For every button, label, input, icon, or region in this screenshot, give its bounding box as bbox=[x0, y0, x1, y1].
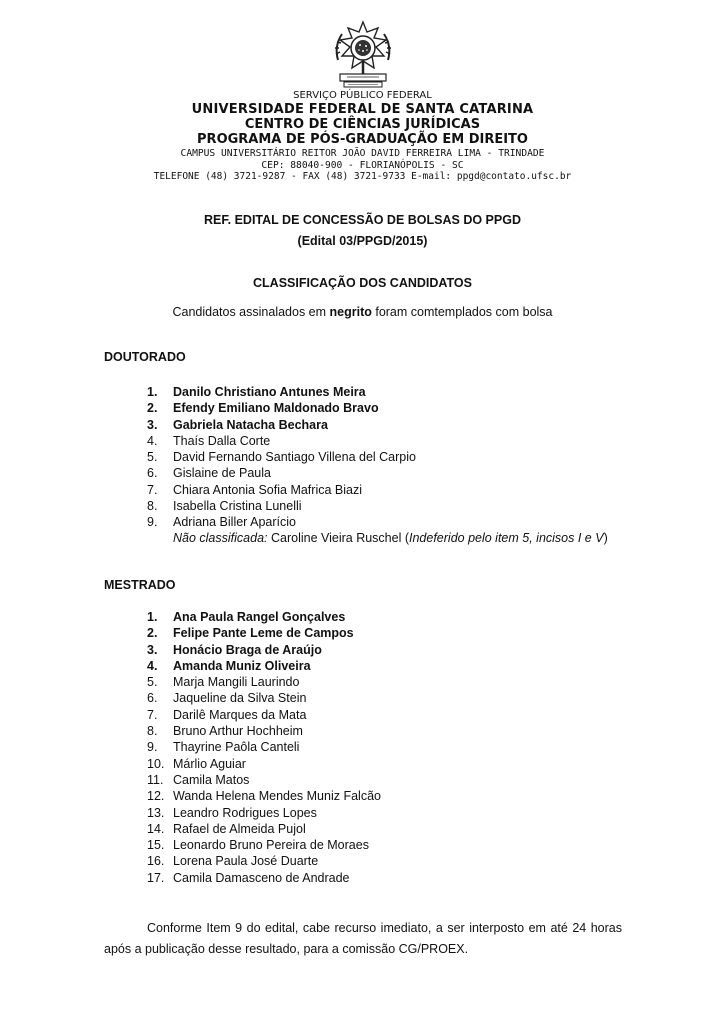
candidate-name: Leonardo Bruno Pereira de Moraes bbox=[173, 838, 369, 853]
doutorado-candidate-list bbox=[147, 384, 416, 531]
coat-of-arms-icon bbox=[330, 20, 396, 90]
candidate-list-item bbox=[147, 433, 416, 449]
candidate-list-item bbox=[147, 674, 381, 690]
candidate-name: Wanda Helena Mendes Muniz Falcão bbox=[173, 789, 381, 804]
candidate-name: Isabella Cristina Lunelli bbox=[173, 499, 302, 514]
not-classified-reason: Indeferido pelo item 5, incisos I e V bbox=[409, 531, 604, 545]
bolsa-note bbox=[0, 305, 725, 319]
candidate-name: Amanda Muniz Oliveira bbox=[173, 658, 311, 673]
candidate-rank: 7. bbox=[147, 707, 158, 722]
mestrado-candidate-list bbox=[147, 609, 381, 886]
candidate-rank: 2. bbox=[147, 626, 158, 641]
candidate-rank: 3. bbox=[147, 417, 158, 432]
header-program-name: PROGRAMA DE PÓS-GRADUAÇÃO EM DIREITO bbox=[197, 132, 528, 147]
header-center-name: CENTRO DE CIÊNCIAS JURÍDICAS bbox=[244, 117, 481, 132]
not-classified-entry bbox=[173, 531, 608, 545]
candidate-name: Efendy Emiliano Maldonado Bravo bbox=[173, 401, 379, 416]
candidate-rank: 3. bbox=[147, 642, 158, 657]
candidate-list-item bbox=[147, 514, 416, 530]
candidate-rank: 15. bbox=[147, 838, 165, 853]
candidate-rank: 1. bbox=[147, 610, 158, 624]
candidate-name: Bruno Arthur Hochheim bbox=[173, 724, 303, 739]
candidate-list-item bbox=[147, 772, 381, 788]
appeal-paragraph bbox=[104, 918, 622, 960]
candidate-list-item bbox=[147, 498, 416, 514]
candidate-rank: 4. bbox=[147, 658, 158, 673]
candidate-list-item bbox=[147, 756, 381, 772]
candidate-name: David Fernando Santiago Villena del Carpio bbox=[173, 450, 416, 465]
candidate-list-item bbox=[147, 658, 381, 674]
candidate-name: Rafael de Almeida Pujol bbox=[173, 821, 306, 836]
candidate-name: Lorena Paula José Duarte bbox=[173, 854, 319, 869]
candidate-name: Jaqueline da Silva Stein bbox=[173, 691, 307, 706]
classification-heading: CLASSIFICAÇÃO DOS CANDIDATOS bbox=[253, 276, 472, 290]
header-university-name: UNIVERSIDADE FEDERAL DE SANTA CATARINA bbox=[191, 102, 534, 117]
candidate-name: Honácio Braga de Araújo bbox=[173, 642, 322, 657]
header-service-label: SERVIÇO PÚBLICO FEDERAL bbox=[293, 90, 432, 101]
header-postal-code: CEP: 88040-900 - FLORIANÓPOLIS - SC bbox=[261, 160, 464, 171]
bolsa-note-bold: negrito bbox=[329, 305, 372, 319]
candidate-name: Felipe Pante Leme de Campos bbox=[173, 626, 354, 641]
candidate-name: Thayrine Paôla Canteli bbox=[173, 740, 300, 755]
candidate-rank: 12. bbox=[147, 789, 165, 804]
header-contact-info: TELEFONE (48) 3721-9287 - FAX (48) 3721-9733 E-mail: ppgd@contato.ufsc.br bbox=[153, 171, 572, 182]
not-classified-label: Não classificada: bbox=[173, 531, 268, 545]
candidate-list-item bbox=[147, 821, 381, 837]
candidate-name: Márlio Aguiar bbox=[173, 756, 246, 771]
candidate-list-item bbox=[147, 449, 416, 465]
candidate-rank: 8. bbox=[147, 499, 158, 514]
candidate-rank: 11. bbox=[147, 772, 164, 787]
not-classified-name: Caroline Vieira Ruschel ( bbox=[267, 531, 409, 545]
bolsa-note-after: foram comtemplados com bolsa bbox=[371, 305, 553, 319]
candidate-name: Leandro Rodrigues Lopes bbox=[173, 805, 317, 820]
candidate-list-item bbox=[147, 723, 381, 739]
candidate-name: Gislaine de Paula bbox=[173, 466, 271, 481]
candidate-name: Ana Paula Rangel Gonçalves bbox=[173, 610, 346, 624]
bolsa-note-before: Candidatos assinalados em bbox=[172, 305, 330, 319]
candidate-name: Thaís Dalla Corte bbox=[173, 433, 271, 448]
candidate-name: Adriana Biller Aparício bbox=[173, 515, 296, 530]
candidate-list-item bbox=[147, 707, 381, 723]
candidate-list-item bbox=[147, 870, 381, 886]
candidate-rank: 17. bbox=[147, 870, 165, 885]
header-campus-address: CAMPUS UNIVERSITÁRIO REITOR JOÃO DAVID FERREIRA LIMA - TRINDADE bbox=[180, 148, 545, 159]
candidate-list-item bbox=[147, 805, 381, 821]
candidate-name: Danilo Christiano Antunes Meira bbox=[173, 385, 366, 399]
candidate-rank: 6. bbox=[147, 466, 158, 481]
candidate-rank: 4. bbox=[147, 433, 158, 448]
doutorado-heading: DOUTORADO bbox=[104, 350, 186, 364]
candidate-list-item bbox=[147, 465, 416, 481]
candidate-rank: 6. bbox=[147, 691, 158, 706]
candidate-rank: 2. bbox=[147, 401, 158, 416]
candidate-rank: 13. bbox=[147, 805, 165, 820]
candidate-list-item bbox=[147, 625, 381, 641]
candidate-list-item bbox=[147, 384, 416, 400]
candidate-name: Camila Matos bbox=[173, 772, 250, 787]
candidate-rank: 5. bbox=[147, 450, 158, 465]
candidate-list-item bbox=[147, 853, 381, 869]
candidate-list-item bbox=[147, 417, 416, 433]
candidate-list-item bbox=[147, 400, 416, 416]
candidate-name: Chiara Antonia Sofia Mafrica Biazi bbox=[173, 482, 362, 497]
candidate-list-item bbox=[147, 690, 381, 706]
candidate-list-item bbox=[147, 739, 381, 755]
candidate-rank: 14. bbox=[147, 821, 165, 836]
candidate-name: Gabriela Natacha Bechara bbox=[173, 417, 328, 432]
mestrado-heading: MESTRADO bbox=[104, 578, 176, 592]
candidate-rank: 7. bbox=[147, 482, 158, 497]
not-classified-close: ) bbox=[603, 531, 608, 545]
candidate-list-item bbox=[147, 837, 381, 853]
candidate-name: Marja Mangili Laurindo bbox=[173, 675, 300, 690]
document-title: REF. EDITAL DE CONCESSÃO DE BOLSAS DO PPGD bbox=[204, 213, 521, 227]
candidate-list-item bbox=[147, 482, 416, 498]
candidate-rank: 8. bbox=[147, 724, 158, 739]
candidate-list-item bbox=[147, 642, 381, 658]
candidate-list-item bbox=[147, 788, 381, 804]
candidate-rank: 9. bbox=[147, 515, 158, 530]
candidate-rank: 9. bbox=[147, 740, 158, 755]
candidate-rank: 1. bbox=[147, 385, 158, 399]
candidate-name: Darilê Marques da Mata bbox=[173, 707, 307, 722]
candidate-rank: 16. bbox=[147, 854, 165, 869]
candidate-list-item bbox=[147, 609, 381, 625]
candidate-rank: 10. bbox=[147, 756, 165, 771]
appeal-paragraph-text: Conforme Item 9 do edital, cabe recurso imediato, a ser interposto em até 24 horas após a publicação desse resultado, para a comissão CG/PROEX. bbox=[104, 921, 622, 956]
candidate-rank: 5. bbox=[147, 675, 158, 690]
edital-reference: (Edital 03/PPGD/2015) bbox=[297, 234, 428, 248]
candidate-name: Camila Damasceno de Andrade bbox=[173, 870, 350, 885]
